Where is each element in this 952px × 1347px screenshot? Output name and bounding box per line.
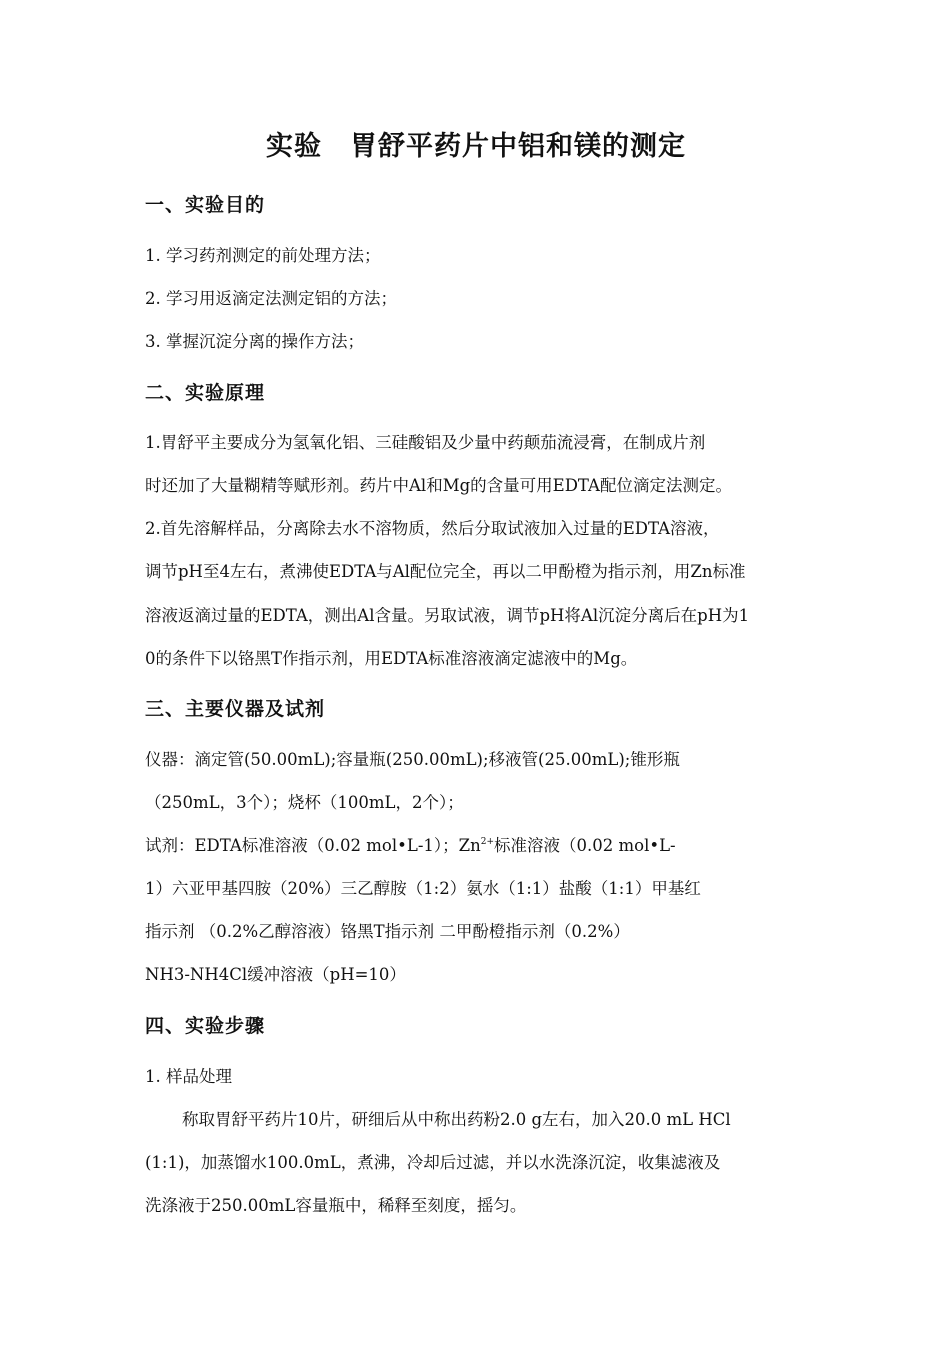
principle-line: 调节pH至4左右，煮沸使EDTA与Al配位完全，再以二甲酚橙为指示剂，用Zn标准 [145, 562, 746, 581]
principle-line: 1.胃舒平主要成分为氢氧化铝、三硅酸铝及少量中药颠茄流浸膏，在制成片剂 [145, 433, 706, 452]
principle-line: 2.首先溶解样品，分离除去水不溶物质，然后分取试液加入过量的EDTA溶液， [145, 519, 720, 538]
procedure-subheading: 1. 样品处理 [145, 1067, 232, 1086]
section-heading-apparatus: 三、主要仪器及试剂 [145, 698, 326, 720]
reagent-line: 1）六亚甲基四胺（20%）三乙醇胺（1:2）氨水（1:1）盐酸（1:1）甲基红 [145, 879, 701, 898]
principle-line: 时还加了大量糊精等赋形剂。药片中Al和Mg的含量可用EDTA配位滴定法测定。 [145, 476, 732, 495]
purpose-item: 3. 掌握沉淀分离的操作方法； [145, 332, 364, 351]
purpose-item: 2. 学习用返滴定法测定铝的方法； [145, 289, 397, 308]
section-heading-procedure: 四、实验步骤 [145, 1015, 266, 1037]
procedure-line: 洗涤液于250.00mL容量瓶中，稀释至刻度，摇匀。 [145, 1196, 527, 1215]
page-title: 实验 胃舒平药片中铝和镁的测定 [266, 131, 686, 162]
reagent-text: 试剂：EDTA标准溶液（0.02 mol•L-1）；Zn [145, 836, 481, 855]
procedure-line: (1:1)，加蒸馏水100.0mL，煮沸，冷却后过滤，并以水洗涤沉淀，收集滤液及 [145, 1153, 721, 1172]
principle-line: 0的条件下以铬黑T作指示剂，用EDTA标准溶液滴定滤液中的Mg。 [145, 649, 638, 668]
reagent-line: NH3-NH4Cl缓冲溶液（pH=10） [145, 965, 406, 984]
reagent-line: 指示剂 （0.2%乙醇溶液）铬黑T指示剂 二甲酚橙指示剂（0.2%） [145, 922, 630, 941]
reagent-line [145, 832, 676, 856]
reagent-text: 标准溶液（0.02 mol•L- [494, 836, 676, 855]
apparatus-line: 仪器：滴定管(50.00mL);容量瓶(250.00mL);移液管(25.00mL);锥形瓶 [145, 750, 680, 769]
purpose-item: 1. 学习药剂测定的前处理方法； [145, 246, 381, 265]
procedure-line: 称取胃舒平药片10片，研细后从中称出药粉2.0 g左右，加入20.0 mL HCl [182, 1110, 731, 1129]
ion-charge: 2+ [480, 837, 495, 847]
section-heading-principle: 二、实验原理 [145, 382, 266, 404]
apparatus-line: （250mL，3个）；烧杯（100mL，2个）； [145, 793, 464, 812]
principle-line: 溶液返滴过量的EDTA，测出Al含量。另取试液，调节pH将Al沉淀分离后在pH为1 [145, 606, 750, 625]
section-heading-purpose: 一、实验目的 [145, 194, 266, 216]
